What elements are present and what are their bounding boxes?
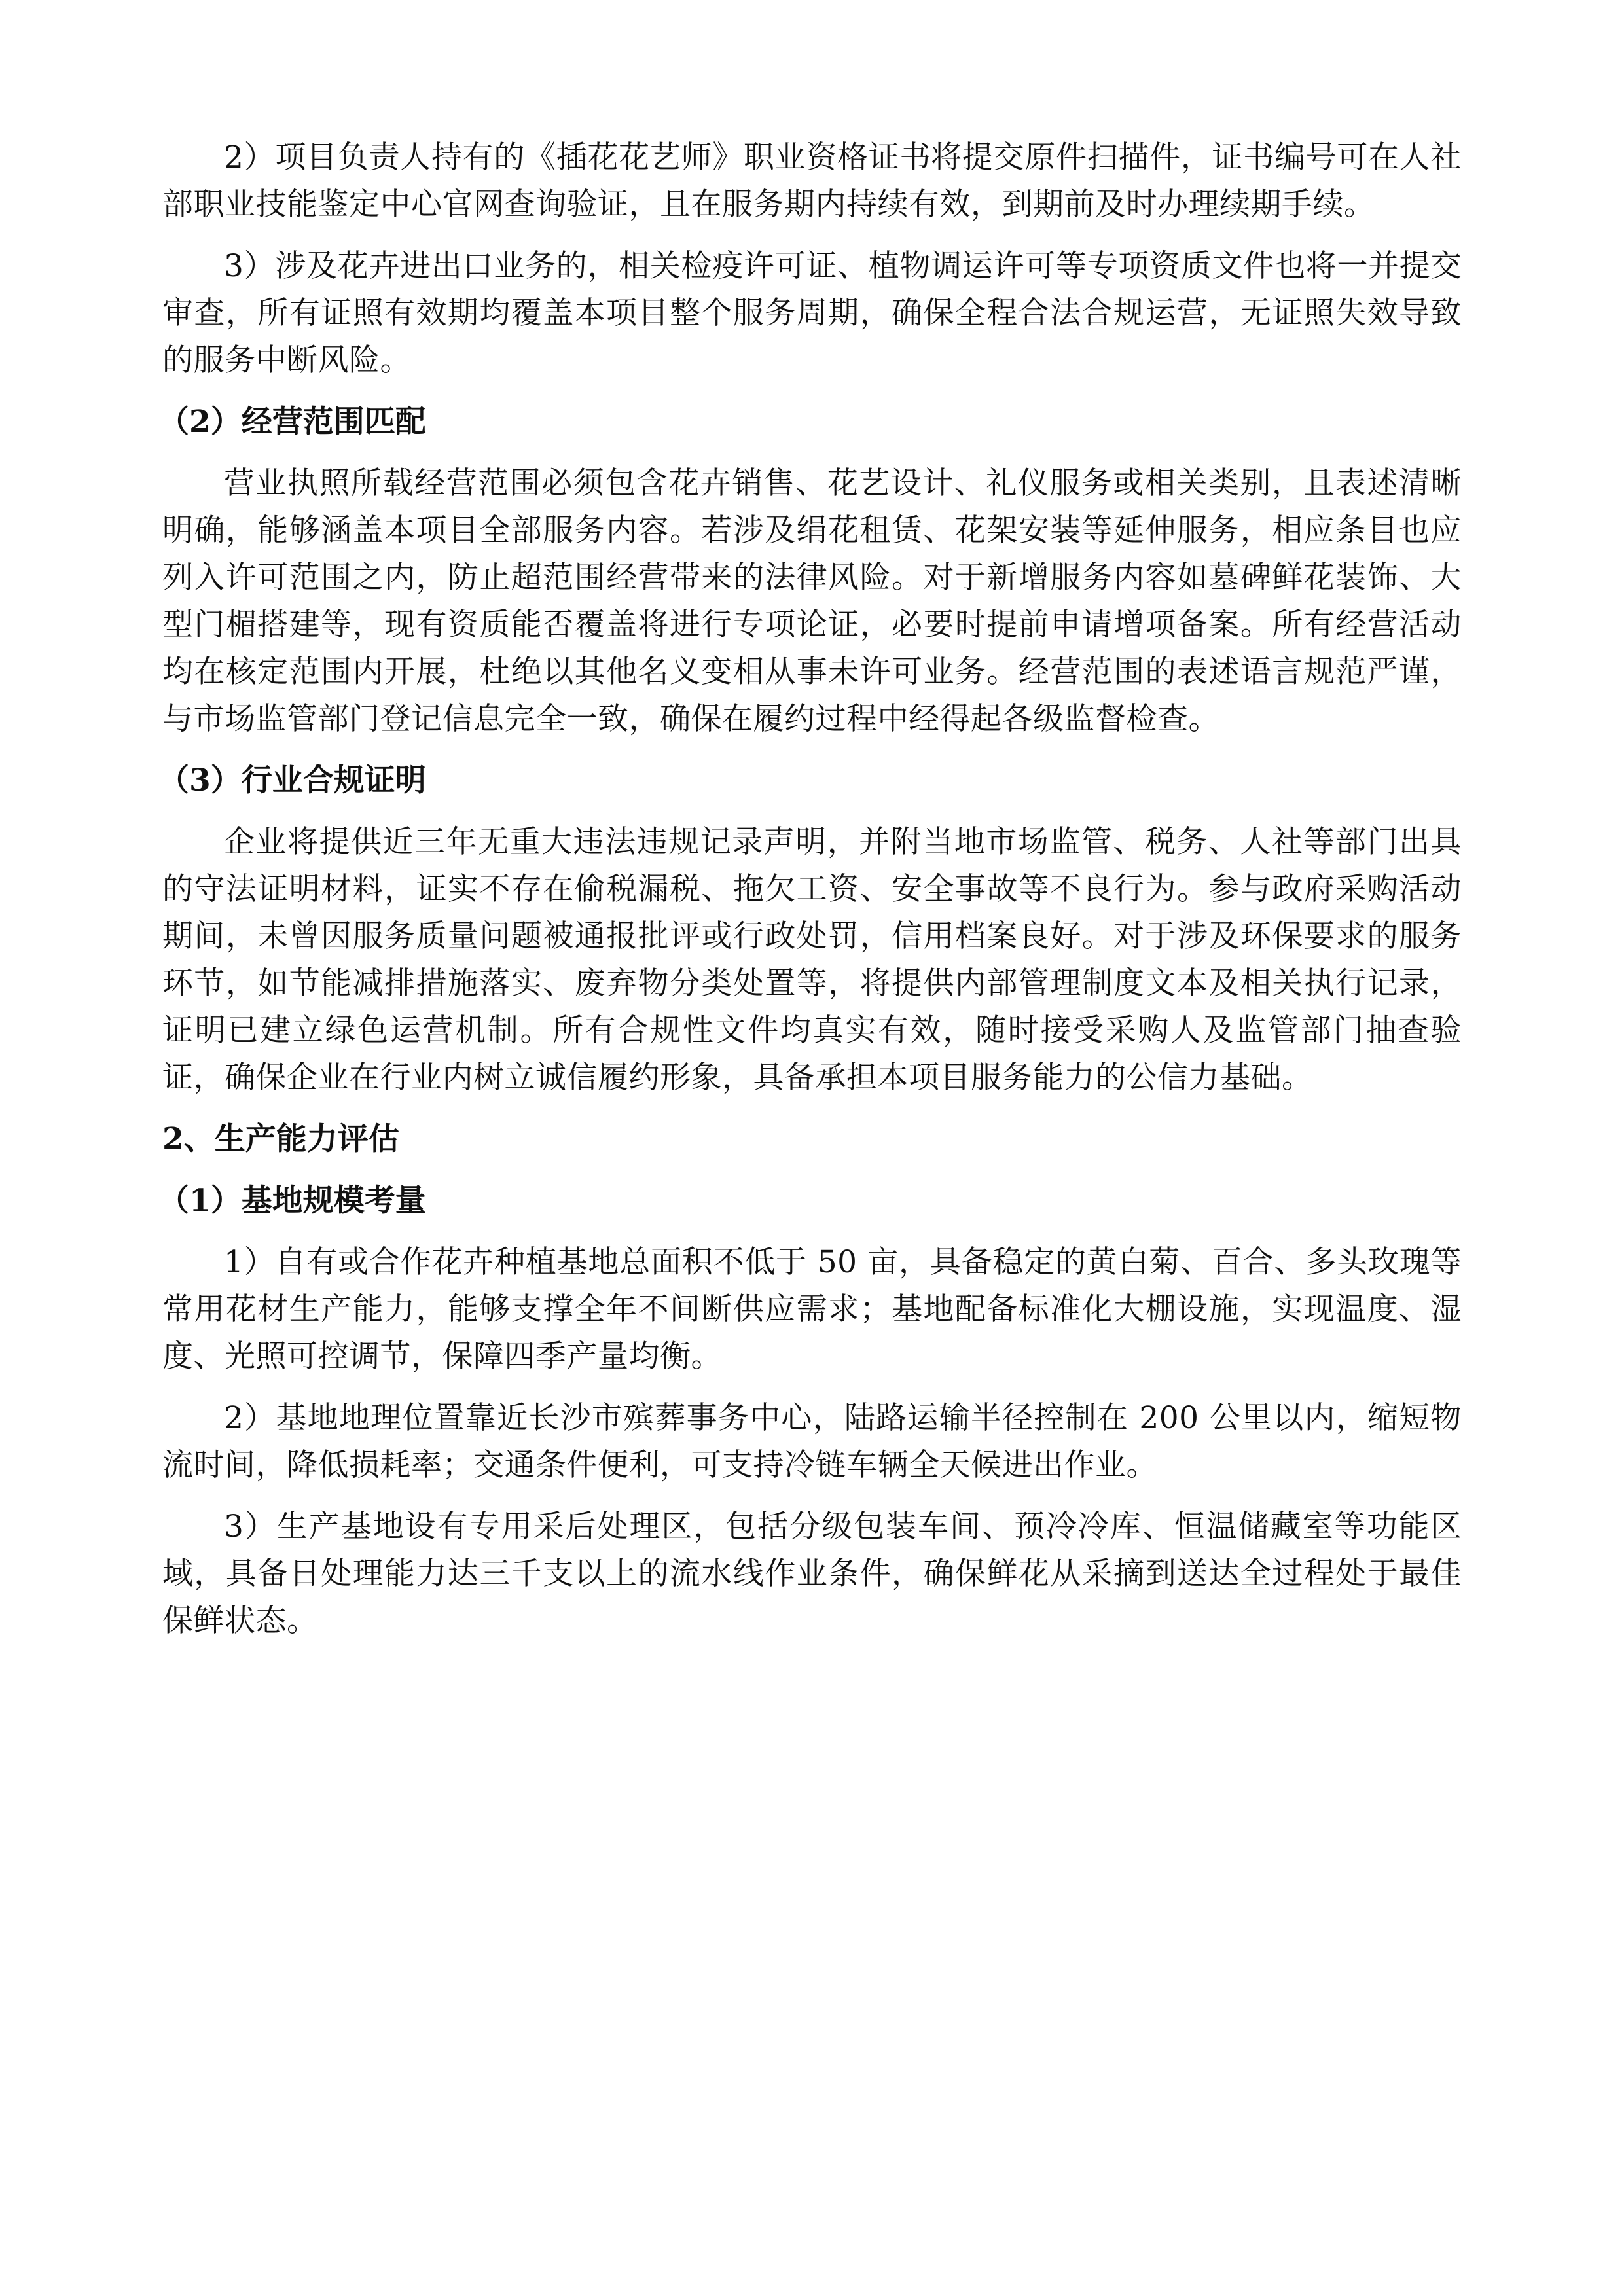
heading-base-scale: （1）基地规模考量: [158, 1183, 426, 1219]
paragraph-compliance: 企业将提供近三年无重大违法违规记录声明，并附当地市场监管、税务、人社等部门出具的守法证明材料，证实不存在偷税漏税、拖欠工资、安全事故等不良行为。参与政府采购活动期间，未曾因服务质量问题被通报批评或行政处罚，信用档案良好。对于涉及环保要求的服务环节，如节能减排措施落实、废弃物分类处置等，将提供内部管理制度文本及相关执行记录，证明已建立绿色运营机制。所有合规性文件均真实有效，随时接受采购人及监管部门抽查验证，确保企业在行业内树立诚信履约形象，具备承担本项目服务能力的公信力基础。: [162, 824, 1462, 1096]
paragraph-base-area: 1）自有或合作花卉种植基地总面积不低于 50 亩，具备稳定的黄白菊、百合、多头玫瑰等常用花材生产能力，能够支撑全年不间断供应需求；基地配备标准化大棚设施，实现温度、湿度、光照可控调节，保障四季产量均衡。: [162, 1244, 1462, 1374]
paragraph-certificate: 2）项目负责人持有的《插花花艺师》职业资格证书将提交原件扫描件，证书编号可在人社部职业技能鉴定中心官网查询验证，且在服务期内持续有效，到期前及时办理续期手续。: [162, 139, 1462, 223]
paragraph-base-location: 2）基地地理位置靠近长沙市殡葬事务中心，陆路运输半径控制在 200 公里以内，缩短物流时间，降低损耗率；交通条件便利，可支持冷链车辆全天候进出作业。: [162, 1400, 1462, 1483]
paragraph-business-scope: 营业执照所载经营范围必须包含花卉销售、花艺设计、礼仪服务或相关类别，且表述清晰明确，能够涵盖本项目全部服务内容。若涉及绢花租赁、花架安装等延伸服务，相应条目也应列入许可范围之内，防止超范围经营带来的法律风险。对于新增服务内容如墓碑鲜花装饰、大型门楣搭建等，现有资质能否覆盖将进行专项论证，必要时提前申请增项备案。所有经营活动均在核定范围内开展，杜绝以其他名义变相从事未许可业务。经营范围的表述语言规范严谨，与市场监管部门登记信息完全一致，确保在履约过程中经得起各级监督检查。: [162, 465, 1462, 737]
heading-business-scope: （2）经营范围匹配: [158, 404, 426, 440]
heading-production-capacity: 2、生产能力评估: [162, 1121, 399, 1157]
paragraph-post-harvest: 3）生产基地设有专用采后处理区，包括分级包装车间、预冷冷库、恒温储藏室等功能区域，具备日处理能力达三千支以上的流水线作业条件，确保鲜花从采摘到送达全过程处于最佳保鲜状态。: [162, 1509, 1462, 1639]
heading-compliance: （3）行业合规证明: [158, 762, 426, 798]
document-page: [158, 134, 1462, 1659]
paragraph-import-export: 3）涉及花卉进出口业务的，相关检疫许可证、植物调运许可等专项资质文件也将一并提交审查，所有证照有效期均覆盖本项目整个服务周期，确保全程合法合规运营，无证照失效导致的服务中断风险。: [162, 248, 1462, 378]
